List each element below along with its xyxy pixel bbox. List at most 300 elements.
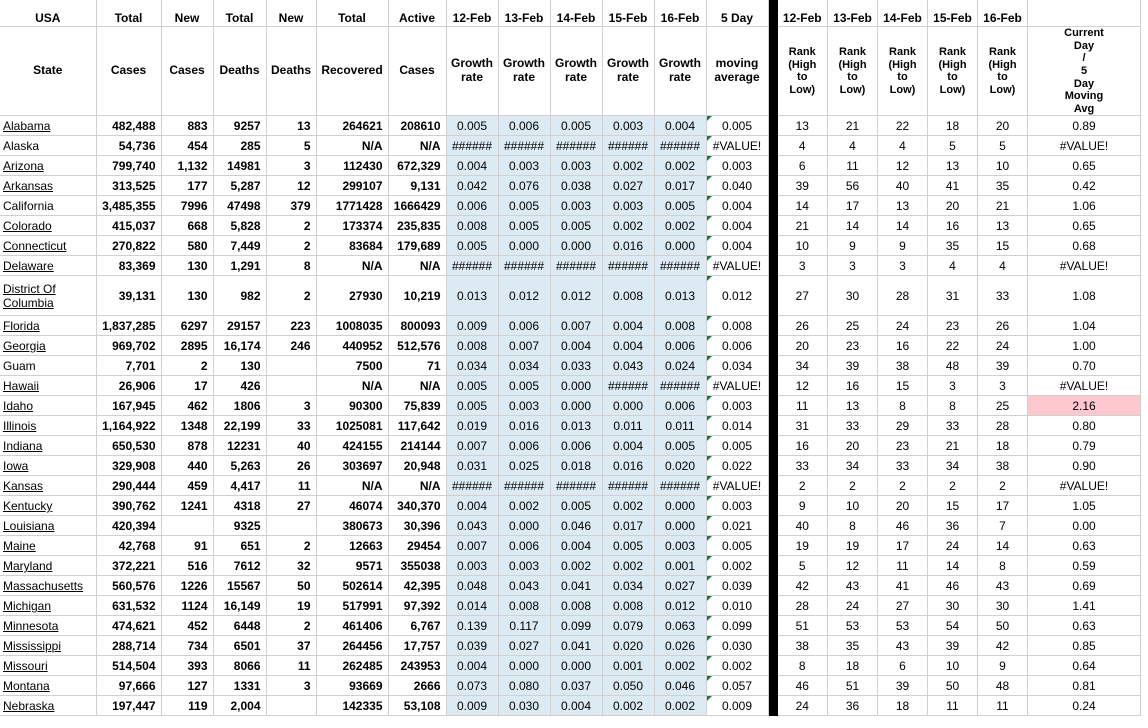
row-rank-1: 24 xyxy=(778,696,828,716)
row-recovered: 264456 xyxy=(316,636,388,656)
row-rank-5: 28 xyxy=(978,416,1028,436)
header2-label-9: Growth rate xyxy=(555,56,597,85)
row-state-cell[interactable] xyxy=(0,656,96,676)
row-growth-4: 0.016 xyxy=(602,456,654,476)
row-active-cases: 800093 xyxy=(388,316,446,336)
table-row[interactable] xyxy=(0,476,1141,496)
row-current-vs-avg: 0.65 xyxy=(1028,156,1141,176)
table-row[interactable] xyxy=(0,396,1141,416)
row-total-cases: 1,837,285 xyxy=(96,316,161,336)
state-label: Alabama xyxy=(3,118,51,133)
row-state-cell[interactable] xyxy=(0,156,96,176)
row-growth-1: 0.005 xyxy=(446,376,498,396)
row-total-deaths: 16,149 xyxy=(213,596,266,616)
row-growth-2: ###### xyxy=(498,476,550,496)
row-recovered: 303697 xyxy=(316,456,388,476)
row-new-cases: 6297 xyxy=(161,316,213,336)
row-rank-2: 8 xyxy=(828,516,878,536)
row-growth-2: 0.005 xyxy=(498,376,550,396)
row-growth-4: 0.008 xyxy=(602,276,654,316)
row-growth-4: 0.034 xyxy=(602,576,654,596)
row-growth-2: 0.030 xyxy=(498,696,550,716)
table-row[interactable] xyxy=(0,556,1141,576)
row-growth-1: 0.007 xyxy=(446,436,498,456)
row-rank-1: 19 xyxy=(778,536,828,556)
row-rank-1: 28 xyxy=(778,596,828,616)
row-growth-3: 0.003 xyxy=(550,196,602,216)
table-row[interactable] xyxy=(0,356,1141,376)
row-new-deaths: 11 xyxy=(266,656,316,676)
row-new-cases: 883 xyxy=(161,116,213,136)
header-cell-right-1: 13-Feb xyxy=(828,0,878,27)
row-growth-1: 0.005 xyxy=(446,116,498,136)
row-growth-5: 0.004 xyxy=(654,116,706,136)
row-growth-4: 0.008 xyxy=(602,596,654,616)
row-state-cell[interactable] xyxy=(0,416,96,436)
state-label: Mississippi xyxy=(3,638,62,653)
row-recovered: 1025081 xyxy=(316,416,388,436)
row-total-deaths: 22,199 xyxy=(213,416,266,436)
row-recovered: 1771428 xyxy=(316,196,388,216)
row-growth-3: 0.099 xyxy=(550,616,602,636)
row-rank-2: 24 xyxy=(828,596,878,616)
row-growth-1: 0.039 xyxy=(446,636,498,656)
row-rank-3: 11 xyxy=(878,556,928,576)
row-recovered: 90300 xyxy=(316,396,388,416)
row-growth-5: 0.002 xyxy=(654,656,706,676)
row-rank-1: 26 xyxy=(778,316,828,336)
row-growth-4: 0.050 xyxy=(602,676,654,696)
row-current-vs-avg: 1.04 xyxy=(1028,316,1141,336)
header2-label-2: Cases xyxy=(169,63,205,78)
row-growth-1: 0.004 xyxy=(446,496,498,516)
row-total-cases: 26,906 xyxy=(96,376,161,396)
row-current-vs-avg: 0.85 xyxy=(1028,636,1141,656)
row-growth-4: 0.003 xyxy=(602,196,654,216)
table-row[interactable] xyxy=(0,216,1141,236)
row-total-deaths: 9325 xyxy=(213,516,266,536)
row-current-vs-avg: 1.05 xyxy=(1028,496,1141,516)
row-total-deaths: 6501 xyxy=(213,636,266,656)
row-active-cases: 75,839 xyxy=(388,396,446,416)
header2-cell-11 xyxy=(654,27,706,116)
row-rank-5: 11 xyxy=(978,696,1028,716)
row-new-cases: 177 xyxy=(161,176,213,196)
row-growth-4: 0.002 xyxy=(602,556,654,576)
row-rank-5: 35 xyxy=(978,176,1028,196)
header-cell-right-3: 15-Feb xyxy=(928,0,978,27)
row-recovered: 9571 xyxy=(316,556,388,576)
table-row[interactable] xyxy=(0,496,1141,516)
row-rank-4: 3 xyxy=(928,376,978,396)
header2-label-7: Growth rate xyxy=(451,56,493,85)
row-active-cases: 6,767 xyxy=(388,616,446,636)
row-current-vs-avg: 0.80 xyxy=(1028,416,1141,436)
row-new-deaths: 40 xyxy=(266,436,316,456)
row-growth-1: ###### xyxy=(446,476,498,496)
table-row[interactable] xyxy=(0,596,1141,616)
row-rank-3: 23 xyxy=(878,436,928,456)
row-rank-1: 3 xyxy=(778,256,828,276)
row-growth-1: 0.042 xyxy=(446,176,498,196)
table-row[interactable] xyxy=(0,616,1141,636)
table-row[interactable] xyxy=(0,676,1141,696)
state-label: Indiana xyxy=(3,438,43,453)
row-recovered: 27930 xyxy=(316,276,388,316)
row-state-cell[interactable] xyxy=(0,336,96,356)
row-growth-2: 0.003 xyxy=(498,396,550,416)
header-cell-right-2: 14-Feb xyxy=(878,0,928,27)
row-state-cell[interactable] xyxy=(0,676,96,696)
row-active-cases: 243953 xyxy=(388,656,446,676)
row-rank-4: 10 xyxy=(928,656,978,676)
row-rank-5: 42 xyxy=(978,636,1028,656)
row-rank-5: 13 xyxy=(978,216,1028,236)
row-state-cell[interactable] xyxy=(0,516,96,536)
row-growth-5: 0.005 xyxy=(654,196,706,216)
row-total-deaths: 1806 xyxy=(213,396,266,416)
table-row[interactable] xyxy=(0,116,1141,136)
row-total-deaths: 4,417 xyxy=(213,476,266,496)
row-rank-1: 9 xyxy=(778,496,828,516)
row-rank-2: 2 xyxy=(828,476,878,496)
row-rank-3: 14 xyxy=(878,216,928,236)
row-state-cell[interactable] xyxy=(0,176,96,196)
row-total-cases: 1,164,922 xyxy=(96,416,161,436)
row-rank-2: 25 xyxy=(828,316,878,336)
row-active-cases: 97,392 xyxy=(388,596,446,616)
row-growth-2: 0.005 xyxy=(498,196,550,216)
table-row[interactable] xyxy=(0,576,1141,596)
table-row[interactable] xyxy=(0,256,1141,276)
row-growth-2: 0.000 xyxy=(498,236,550,256)
row-total-cases: 288,714 xyxy=(96,636,161,656)
row-total-cases: 329,908 xyxy=(96,456,161,476)
row-moving-average: 0.005 xyxy=(706,436,768,456)
row-growth-1: 0.073 xyxy=(446,676,498,696)
row-new-cases xyxy=(161,516,213,536)
row-rank-4: 36 xyxy=(928,516,978,536)
row-new-cases: 2895 xyxy=(161,336,213,356)
state-label: Delaware xyxy=(3,258,54,273)
row-new-cases: 462 xyxy=(161,396,213,416)
header-cell-1: Total xyxy=(96,0,161,27)
row-growth-5: 0.002 xyxy=(654,696,706,716)
header2-right-label-2: Rank (High to Low) xyxy=(888,45,917,96)
row-state-cell[interactable] xyxy=(0,196,96,216)
row-new-cases: 459 xyxy=(161,476,213,496)
row-growth-5: ###### xyxy=(654,136,706,156)
state-label: Hawaii xyxy=(3,378,40,393)
row-rank-2: 30 xyxy=(828,276,878,316)
row-state-cell[interactable] xyxy=(0,696,96,716)
row-rank-2: 16 xyxy=(828,376,878,396)
header-cell-7: 12-Feb xyxy=(446,0,498,27)
row-moving-average: 0.030 xyxy=(706,636,768,656)
table-row[interactable] xyxy=(0,276,1141,316)
row-growth-2: 0.000 xyxy=(498,516,550,536)
state-label: Arkansas xyxy=(3,178,54,193)
row-new-cases: 2 xyxy=(161,356,213,376)
row-rank-2: 13 xyxy=(828,396,878,416)
row-rank-1: 20 xyxy=(778,336,828,356)
row-moving-average: 0.099 xyxy=(706,616,768,636)
row-rank-5: 50 xyxy=(978,616,1028,636)
row-active-cases: 117,642 xyxy=(388,416,446,436)
row-rank-1: 21 xyxy=(778,216,828,236)
row-total-deaths: 5,263 xyxy=(213,456,266,476)
row-state-cell[interactable] xyxy=(0,456,96,476)
row-total-deaths: 285 xyxy=(213,136,266,156)
row-growth-2: 0.034 xyxy=(498,356,550,376)
row-active-cases: N/A xyxy=(388,376,446,396)
row-growth-3: 0.007 xyxy=(550,316,602,336)
row-rank-3: 53 xyxy=(878,616,928,636)
row-current-vs-avg: #VALUE! xyxy=(1028,376,1141,396)
state-label: Alaska xyxy=(3,138,40,153)
row-state-cell[interactable] xyxy=(0,376,96,396)
row-moving-average: 0.003 xyxy=(706,396,768,416)
header2-cell-4 xyxy=(266,27,316,116)
row-new-cases: 1226 xyxy=(161,576,213,596)
row-rank-1: 13 xyxy=(778,116,828,136)
row-moving-average: 0.004 xyxy=(706,196,768,216)
row-rank-4: 20 xyxy=(928,196,978,216)
row-total-deaths: 6448 xyxy=(213,616,266,636)
row-rank-5: 33 xyxy=(978,276,1028,316)
row-rank-4: 2 xyxy=(928,476,978,496)
row-growth-3: 0.004 xyxy=(550,696,602,716)
row-total-deaths: 130 xyxy=(213,356,266,376)
row-total-deaths: 15567 xyxy=(213,576,266,596)
row-current-vs-avg: #VALUE! xyxy=(1028,476,1141,496)
row-rank-3: 8 xyxy=(878,396,928,416)
row-rank-5: 26 xyxy=(978,316,1028,336)
row-growth-2: 0.002 xyxy=(498,496,550,516)
row-growth-3: 0.005 xyxy=(550,116,602,136)
row-state-cell[interactable] xyxy=(0,136,96,156)
row-current-vs-avg: 1.06 xyxy=(1028,196,1141,216)
row-rank-5: 21 xyxy=(978,196,1028,216)
row-rank-3: 4 xyxy=(878,136,928,156)
row-state-cell[interactable] xyxy=(0,396,96,416)
row-growth-4: 0.002 xyxy=(602,216,654,236)
row-growth-2: 0.043 xyxy=(498,576,550,596)
row-growth-3: 0.000 xyxy=(550,396,602,416)
row-new-deaths: 2 xyxy=(266,236,316,256)
row-recovered: N/A xyxy=(316,476,388,496)
row-state-cell[interactable] xyxy=(0,536,96,556)
state-label: Arizona xyxy=(3,158,44,173)
row-total-deaths: 12231 xyxy=(213,436,266,456)
row-new-deaths: 32 xyxy=(266,556,316,576)
row-rank-1: 31 xyxy=(778,416,828,436)
row-rank-3: 9 xyxy=(878,236,928,256)
row-state-cell[interactable] xyxy=(0,616,96,636)
row-rank-5: 7 xyxy=(978,516,1028,536)
row-rank-2: 17 xyxy=(828,196,878,216)
row-new-deaths xyxy=(266,376,316,396)
row-state-cell[interactable] xyxy=(0,476,96,496)
table-row[interactable] xyxy=(0,636,1141,656)
row-recovered: 12663 xyxy=(316,536,388,556)
table-row[interactable] xyxy=(0,436,1141,456)
row-state-cell[interactable] xyxy=(0,216,96,236)
row-moving-average: #VALUE! xyxy=(706,476,768,496)
row-current-vs-avg: 0.63 xyxy=(1028,616,1141,636)
row-growth-5: 0.008 xyxy=(654,316,706,336)
header2-right-label-4: Rank (High to Low) xyxy=(988,45,1017,96)
table-row[interactable] xyxy=(0,516,1141,536)
row-growth-2: 0.008 xyxy=(498,596,550,616)
row-current-vs-avg: 0.81 xyxy=(1028,676,1141,696)
row-state-cell[interactable] xyxy=(0,116,96,136)
row-total-deaths: 7612 xyxy=(213,556,266,576)
header2-cell-7 xyxy=(446,27,498,116)
row-rank-4: 39 xyxy=(928,636,978,656)
table-row[interactable] xyxy=(0,156,1141,176)
row-state-cell[interactable] xyxy=(0,496,96,516)
row-rank-2: 36 xyxy=(828,696,878,716)
table-row[interactable] xyxy=(0,136,1141,156)
row-rank-3: 20 xyxy=(878,496,928,516)
row-rank-1: 14 xyxy=(778,196,828,216)
row-total-deaths: 29157 xyxy=(213,316,266,336)
row-growth-2: 0.006 xyxy=(498,536,550,556)
row-growth-3: 0.000 xyxy=(550,376,602,396)
row-growth-3: 0.004 xyxy=(550,336,602,356)
row-state-cell[interactable] xyxy=(0,596,96,616)
table-row[interactable] xyxy=(0,376,1141,396)
row-total-deaths: 7,449 xyxy=(213,236,266,256)
row-state-cell[interactable] xyxy=(0,356,96,376)
row-total-deaths: 14981 xyxy=(213,156,266,176)
row-moving-average: 0.003 xyxy=(706,496,768,516)
row-growth-3: 0.033 xyxy=(550,356,602,376)
row-new-deaths: 3 xyxy=(266,676,316,696)
table-row[interactable] xyxy=(0,236,1141,256)
header2-cell-6 xyxy=(388,27,446,116)
row-moving-average: 0.003 xyxy=(706,156,768,176)
row-state-cell[interactable] xyxy=(0,636,96,656)
row-active-cases: 340,370 xyxy=(388,496,446,516)
row-rank-4: 30 xyxy=(928,596,978,616)
row-active-cases: 30,396 xyxy=(388,516,446,536)
row-rank-5: 20 xyxy=(978,116,1028,136)
row-growth-4: ###### xyxy=(602,476,654,496)
row-rank-1: 46 xyxy=(778,676,828,696)
row-growth-5: ###### xyxy=(654,256,706,276)
table-row[interactable] xyxy=(0,656,1141,676)
row-growth-4: ###### xyxy=(602,376,654,396)
row-rank-1: 42 xyxy=(778,576,828,596)
table-row[interactable] xyxy=(0,536,1141,556)
row-moving-average: 0.004 xyxy=(706,236,768,256)
row-growth-3: 0.046 xyxy=(550,516,602,536)
row-current-vs-avg: 0.24 xyxy=(1028,696,1141,716)
row-total-deaths: 982 xyxy=(213,276,266,316)
row-new-deaths: 27 xyxy=(266,496,316,516)
row-growth-2: 0.012 xyxy=(498,276,550,316)
row-growth-5: 0.002 xyxy=(654,156,706,176)
row-new-cases: 7996 xyxy=(161,196,213,216)
row-total-deaths: 1331 xyxy=(213,676,266,696)
row-active-cases: 214144 xyxy=(388,436,446,456)
row-growth-5: 0.027 xyxy=(654,576,706,596)
header2-label-6: Cases xyxy=(399,63,435,78)
header2-cell-right-4 xyxy=(978,27,1028,116)
table-row[interactable] xyxy=(0,316,1141,336)
table-row[interactable] xyxy=(0,336,1141,356)
row-growth-5: 0.063 xyxy=(654,616,706,636)
row-state-cell[interactable] xyxy=(0,256,96,276)
row-rank-2: 43 xyxy=(828,576,878,596)
row-rank-3: 43 xyxy=(878,636,928,656)
row-growth-1: 0.034 xyxy=(446,356,498,376)
row-new-deaths: 2 xyxy=(266,536,316,556)
row-rank-5: 5 xyxy=(978,136,1028,156)
table-row[interactable] xyxy=(0,696,1141,716)
row-state-cell[interactable] xyxy=(0,276,96,316)
row-total-deaths: 2,004 xyxy=(213,696,266,716)
row-total-deaths: 9257 xyxy=(213,116,266,136)
row-rank-2: 4 xyxy=(828,136,878,156)
row-rank-3: 33 xyxy=(878,456,928,476)
row-new-deaths: 13 xyxy=(266,116,316,136)
row-total-cases: 42,768 xyxy=(96,536,161,556)
row-growth-5: ###### xyxy=(654,476,706,496)
row-state-cell[interactable] xyxy=(0,236,96,256)
row-rank-4: 24 xyxy=(928,536,978,556)
row-total-cases: 969,702 xyxy=(96,336,161,356)
header2-label-8: Growth rate xyxy=(503,56,545,85)
row-growth-4: ###### xyxy=(602,136,654,156)
row-rank-4: 21 xyxy=(928,436,978,456)
row-current-vs-avg: 1.00 xyxy=(1028,336,1141,356)
row-moving-average: 0.014 xyxy=(706,416,768,436)
row-growth-5: 0.006 xyxy=(654,336,706,356)
row-growth-5: 0.013 xyxy=(654,276,706,316)
row-total-cases: 799,740 xyxy=(96,156,161,176)
row-new-deaths xyxy=(266,696,316,716)
row-state-cell[interactable] xyxy=(0,316,96,336)
row-rank-2: 3 xyxy=(828,256,878,276)
row-rank-3: 2 xyxy=(878,476,928,496)
row-active-cases: N/A xyxy=(388,476,446,496)
row-current-vs-avg: 0.90 xyxy=(1028,456,1141,476)
table-row[interactable] xyxy=(0,196,1141,216)
row-moving-average: #VALUE! xyxy=(706,256,768,276)
row-growth-4: 0.020 xyxy=(602,636,654,656)
state-label: Kentucky xyxy=(3,498,53,513)
table-row[interactable] xyxy=(0,176,1141,196)
row-total-cases: 514,504 xyxy=(96,656,161,676)
table-row[interactable] xyxy=(0,416,1141,436)
row-state-cell[interactable] xyxy=(0,576,96,596)
row-active-cases: 179,689 xyxy=(388,236,446,256)
row-state-cell[interactable] xyxy=(0,556,96,576)
row-rank-4: 50 xyxy=(928,676,978,696)
row-total-cases: 83,369 xyxy=(96,256,161,276)
row-state-cell[interactable] xyxy=(0,436,96,456)
header-cell-0: USA xyxy=(0,0,96,27)
row-rank-4: 48 xyxy=(928,356,978,376)
row-rank-5: 48 xyxy=(978,676,1028,696)
table-row[interactable] xyxy=(0,456,1141,476)
row-rank-5: 43 xyxy=(978,576,1028,596)
row-total-cases: 313,525 xyxy=(96,176,161,196)
row-growth-1: 0.005 xyxy=(446,236,498,256)
